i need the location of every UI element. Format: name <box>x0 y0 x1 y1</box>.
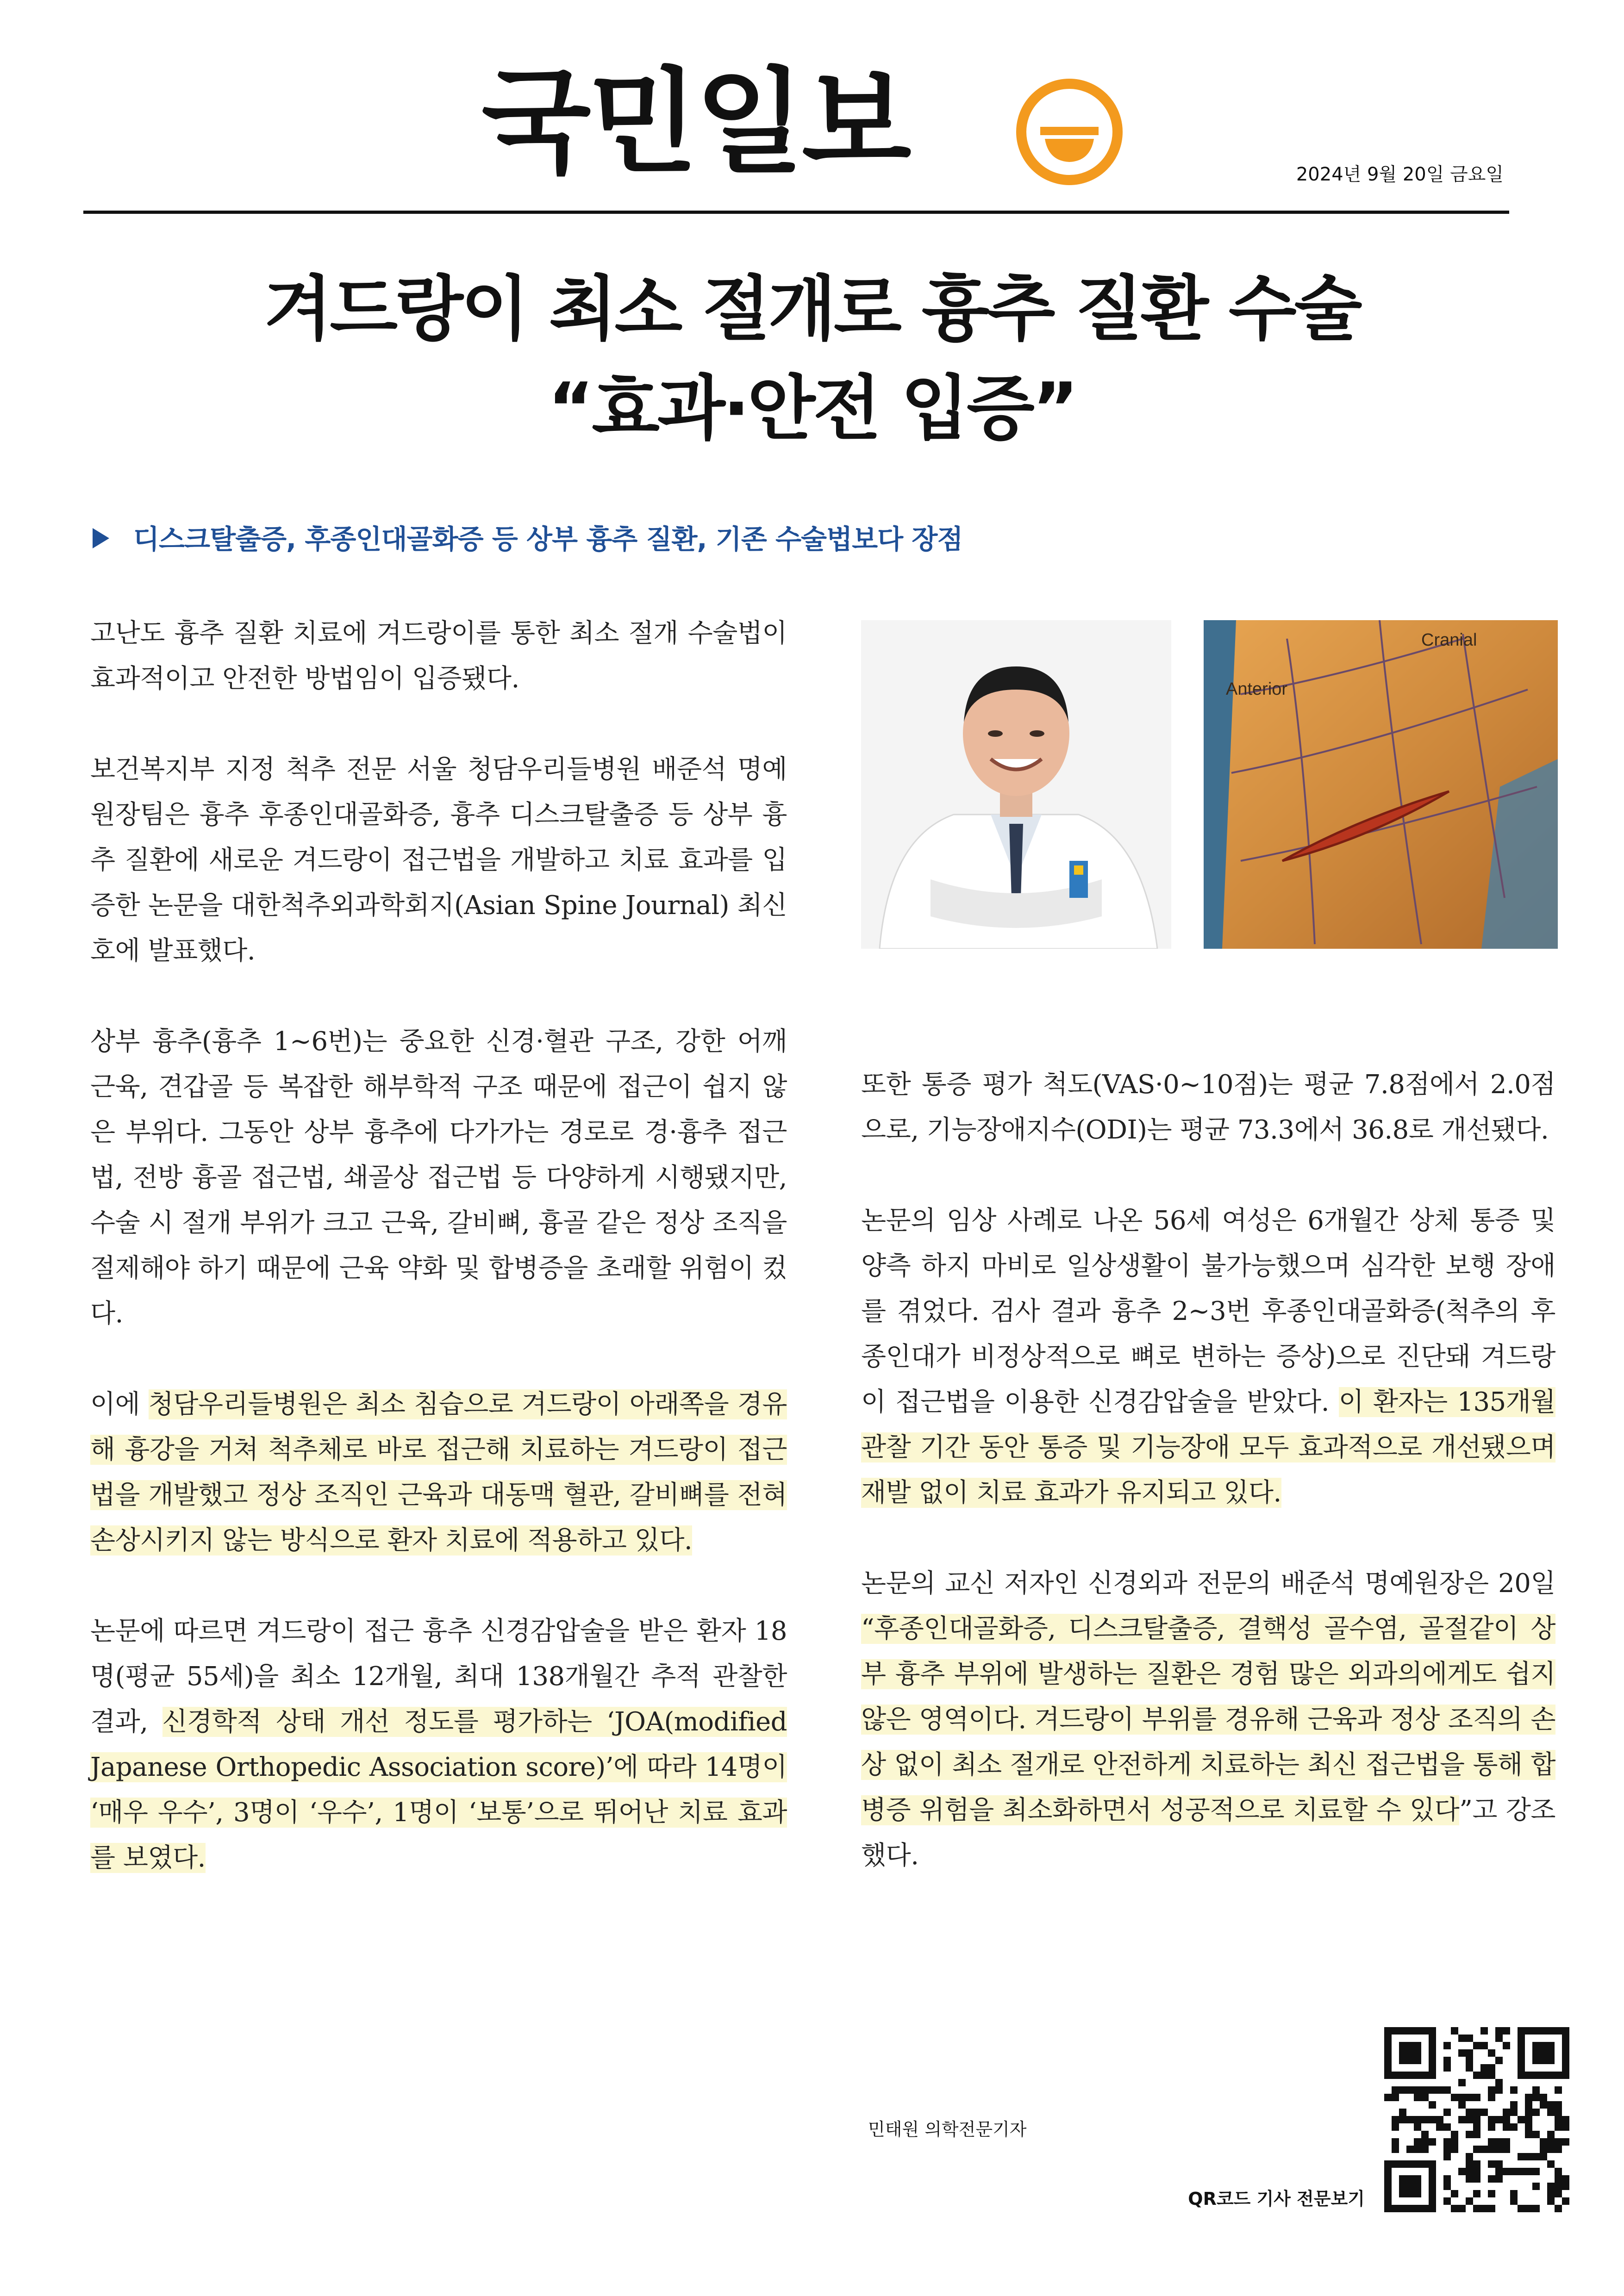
doctor-portrait-icon <box>861 620 1171 949</box>
highlighted-text: 신경학적 상태 개선 정도를 평가하는 ‘JOA(modified Japanese Orthopedic Association score)’에 따라 14명이 ‘매우 우수’, 3명이 ‘우수’, 1명이 ‘보통’으로 뛰어난 치료 효과를 보였다. <box>90 1707 787 1873</box>
byline: 민태원 의학전문기자 <box>868 2119 1027 2140</box>
subhead <box>93 517 962 556</box>
article-left-column <box>90 611 787 1926</box>
surgery-photo <box>1204 620 1558 949</box>
paragraph: 상부 흉추(흉추 1~6번)는 중요한 신경·혈관 구조, 강한 어깨 근육, 견갑골 등 복잡한 해부학적 구조 때문에 접근이 쉽지 않은 부위다. 그동안 상부 흉추에 다가가는 경로로 경·흉추 접근법, 전방 흉골 접근법, 쇄골상 접근법 등 다양하게 시행됐지만, 수술 시 절개 부위가 크고 근육, 갈비뼈, 흉골 같은 정상 조직을 절제해야 하기 때문에 근육 약화 및 합병증을 초래할 위험이 컸다. <box>90 1027 787 1329</box>
subhead-text: 디스크탈출증, 후종인대골화증 등 상부 흉추 질환, 기존 수술법보다 장점 <box>133 523 963 555</box>
paragraph <box>90 1609 787 1881</box>
headline <box>83 259 1541 458</box>
paragraph: 또한 통증 평가 척도(VAS·0~10점)는 평균 7.8점에서 2.0점으로, 기능장애지수(ODI)는 평균 73.3에서 36.8로 개선됐다. <box>861 1070 1555 1145</box>
paragraph <box>861 1198 1555 1516</box>
surgery-label-anterior: Anterior <box>1226 679 1288 699</box>
doctor-photo <box>861 620 1171 949</box>
article-right-column <box>861 1062 1555 1924</box>
paragraph-text: 논문의 임상 사례로 나온 56세 여성은 6개월간 상체 통증 및 양측 하지 마비로 일상생활이 불가능했으며 심각한 보행 장애를 겪었다. 검사 결과 흉추 2~3번 후종인대골화증(척추의 후종인대가 비정상적으로 뼈로 변하는 증상)으로 진단돼 겨드랑이 접근법을 이용한 신경감압술을 받았다. <box>861 1206 1555 1417</box>
surgery-incision-icon <box>1204 620 1558 949</box>
paragraph-text: 논문의 교신 저자인 신경외과 전문의 배준석 명예원장은 20일 <box>861 1568 1555 1599</box>
masthead-rule <box>83 211 1509 214</box>
qr-caption: QR코드 기사 전문보기 <box>1188 2189 1365 2209</box>
surgery-label-cranial: Cranial <box>1421 630 1477 650</box>
masthead-title: 국민일보 <box>481 56 909 188</box>
paragraph <box>861 1561 1555 1879</box>
highlighted-text: 이 환자는 135개월 관찰 기간 동안 통증 및 기능장애 모두 효과적으로 개선됐으며 재발 없이 치료 효과가 유지되고 있다. <box>861 1387 1555 1508</box>
paragraph-text: ”고 강조했다. <box>861 1795 1556 1871</box>
highlighted-text: 청담우리들병원은 최소 침습으로 겨드랑이 아래쪽을 경유해 흉강을 거쳐 척추체로 바로 접근해 치료하는 겨드랑이 접근법을 개발했고 정상 조직인 근육과 대동맥 혈관, 갈비뼈를 전혀 손상시키지 않는 방식으로 환자 치료에 적용하고 있다. <box>90 1389 787 1556</box>
paragraph: 고난도 흉추 질환 치료에 겨드랑이를 통한 최소 절개 수술법이 효과적이고 안전한 방법임이 입증됐다. <box>90 618 787 694</box>
paragraph-text: 이에 <box>90 1389 149 1419</box>
triangle-bullet-icon <box>93 528 109 548</box>
issue-date: 2024년 9월 20일 금요일 <box>1296 164 1504 185</box>
paragraph: 보건복지부 지정 척추 전문 서울 청담우리들병원 배준석 명예원장팀은 흉추 후종인대골화증, 흉추 디스크탈출증 등 상부 흉추 질환에 새로운 겨드랑이 접근법을 개발하고 치료 효과를 입증한 논문을 대한척추외과학회지(Asian Spine Journal) 최신호에 발표했다. <box>90 754 787 966</box>
headline-line-2: “효과·안전 입증” <box>548 367 1076 449</box>
qr-code-icon[interactable] <box>1384 2027 1569 2212</box>
kukmin-logo-icon <box>1016 79 1123 185</box>
highlighted-text: “후종인대골화증, 디스크탈출증, 결핵성 골수염, 골절같이 상부 흉추 부위에 발생하는 질환은 경험 많은 외과의에게도 쉽지 않은 영역이다. 겨드랑이 부위를 경유해 근육과 정상 조직의 손상 없이 최소 절개로 안전하게 치료하는 최신 접근법을 통해 합병증 위험을 최소화하면서 성공적으로 치료할 수 있다 <box>861 1614 1555 1825</box>
paragraph-text: 논문에 따르면 겨드랑이 접근 흉추 신경감압술을 받은 환자 18명(평균 55세)을 최소 12개월, 최대 138개월간 추적 관찰한 결과, <box>90 1616 787 1737</box>
paragraph <box>90 1382 787 1563</box>
headline-line-1: 겨드랑이 최소 절개로 흉추 질환 수술 <box>264 268 1360 350</box>
